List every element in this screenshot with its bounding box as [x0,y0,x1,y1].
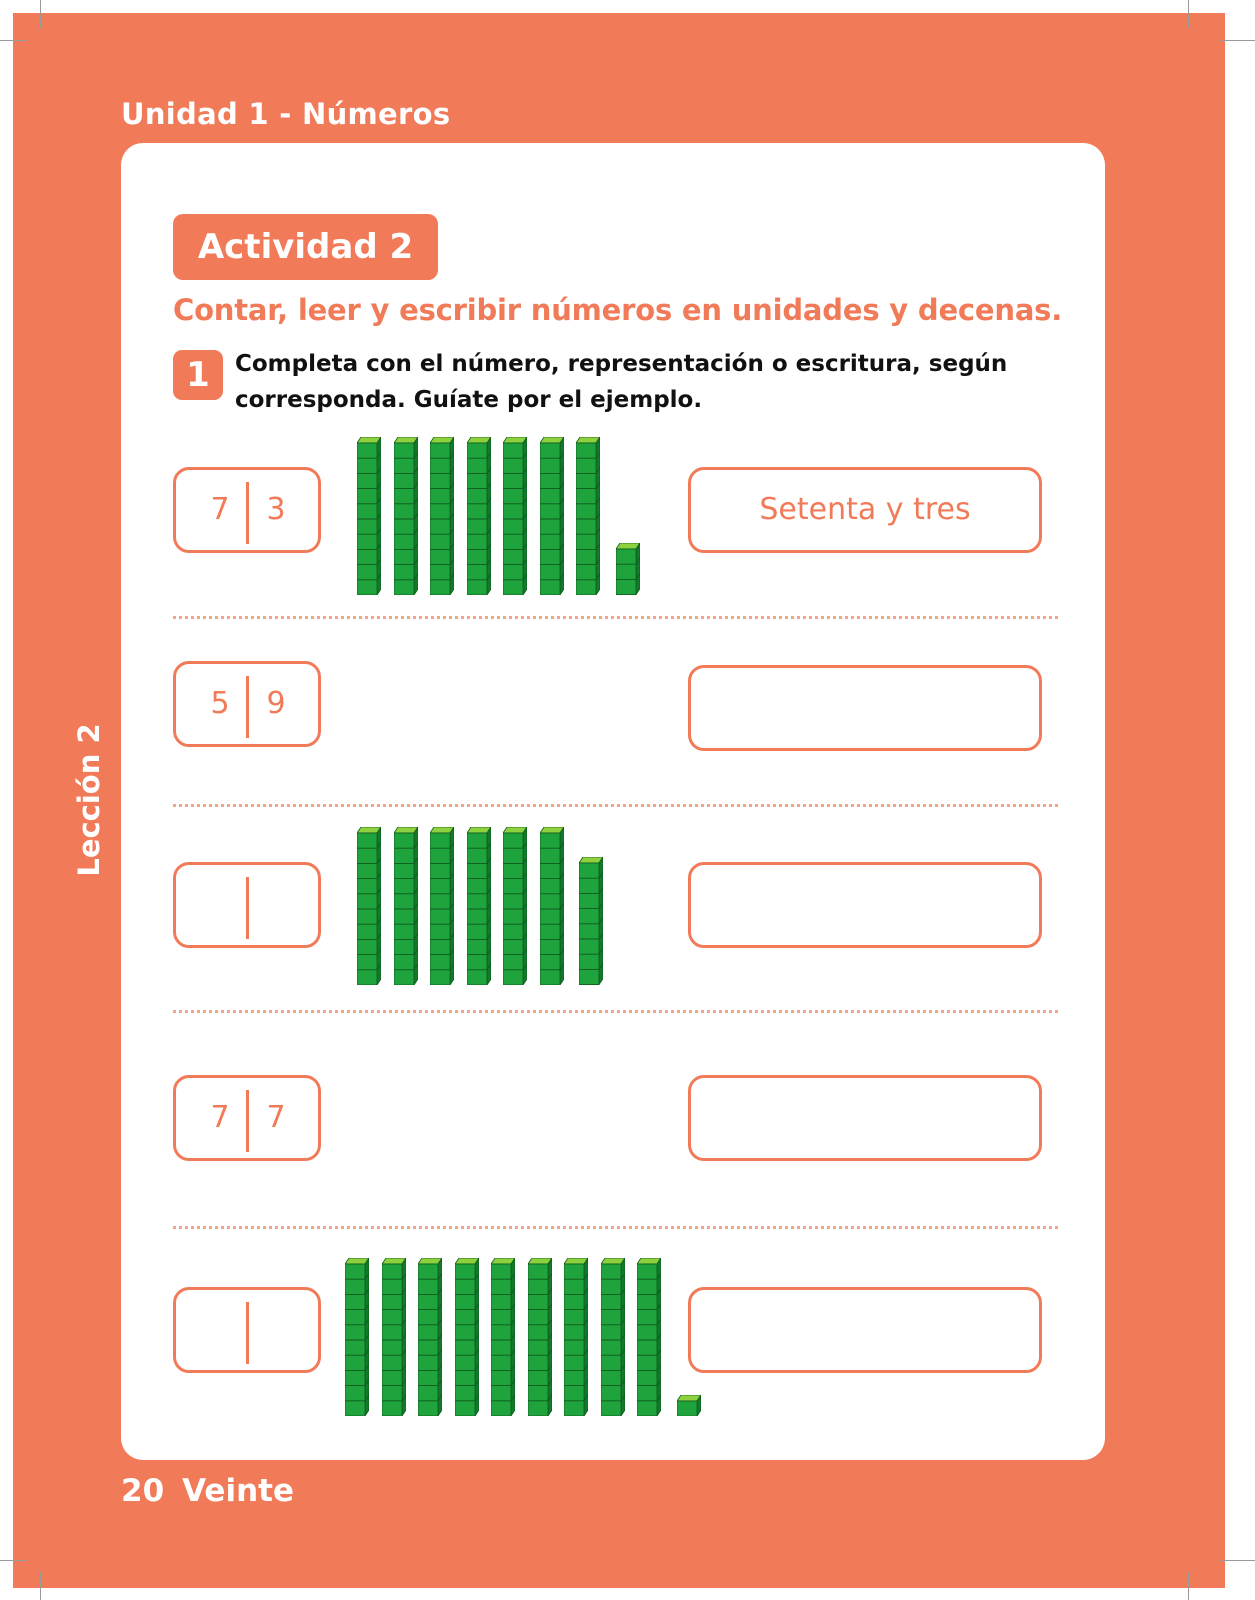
place-divider [246,1302,249,1364]
number-box[interactable] [173,1287,321,1373]
place-divider [246,482,249,544]
dotted-separator [173,804,1058,807]
unit-title: Unidad 1 - Números [121,97,451,131]
units-digit: 7 [266,1100,286,1135]
word-box[interactable]: Setenta y tres [688,467,1042,553]
dotted-separator [173,1226,1058,1229]
number-box[interactable] [173,862,321,948]
question-number-badge: 1 [173,350,223,400]
page-footer [121,1473,294,1509]
tens-digit [200,1290,240,1370]
ten-rod [418,1258,442,1420]
ten-rod [394,827,418,989]
ten-rod [467,437,491,599]
ten-rod [564,1258,588,1420]
ten-rod [503,827,527,989]
ten-rod [430,827,454,989]
ten-rod [382,1258,406,1420]
page-number-word: Veinte [182,1473,295,1509]
dotted-separator [173,1010,1058,1013]
ten-rod [637,1258,661,1420]
tens-digit: 7 [210,492,230,527]
crop-mark [1220,1560,1255,1561]
ten-rod [455,1258,479,1420]
ten-rod [491,1258,515,1420]
number-box[interactable] [173,661,321,747]
ten-rod [576,437,600,599]
crop-mark [1220,40,1255,41]
ten-rod [357,437,381,599]
lesson-label: Lección 2 [72,723,106,877]
place-divider [246,676,249,738]
place-divider [246,877,249,939]
ten-rod [394,437,418,599]
activity-subtitle: Contar, leer y escribir números en unidades y decenas. [173,293,1063,327]
ten-rod [503,437,527,599]
word-box[interactable] [688,1075,1042,1161]
unit-cubes [677,1395,701,1420]
crop-mark [40,1572,41,1600]
units-digit [256,865,296,945]
tens-digit: 7 [210,1100,230,1135]
units-digit [256,1290,296,1370]
word-box[interactable] [688,1287,1042,1373]
activity-badge: Actividad 2 [173,214,438,280]
ten-rod [467,827,491,989]
ten-rod [601,1258,625,1420]
unit-cubes [579,857,603,989]
dotted-separator [173,616,1058,619]
word-box[interactable] [688,862,1042,948]
ten-rod [540,827,564,989]
crop-mark [40,0,41,28]
number-box[interactable] [173,1075,321,1161]
ten-rod [345,1258,369,1420]
instruction-text: Completa con el número, representación o escritura, según corresponda. Guíate por el ejemplo. [235,351,1008,413]
unit-cubes [616,543,640,599]
word-box[interactable] [688,665,1042,751]
crop-mark [0,1560,28,1561]
place-divider [246,1090,249,1152]
page-number: 20 [121,1473,165,1509]
units-digit: 9 [266,686,286,721]
units-digit: 3 [266,492,286,527]
tens-digit: 5 [210,686,230,721]
ten-rod [357,827,381,989]
crop-mark [1188,1572,1189,1600]
crop-mark [0,40,28,41]
ten-rod [430,437,454,599]
crop-mark [1188,0,1189,28]
number-box[interactable] [173,467,321,553]
ten-rod [540,437,564,599]
ten-rod [528,1258,552,1420]
tens-digit [200,865,240,945]
